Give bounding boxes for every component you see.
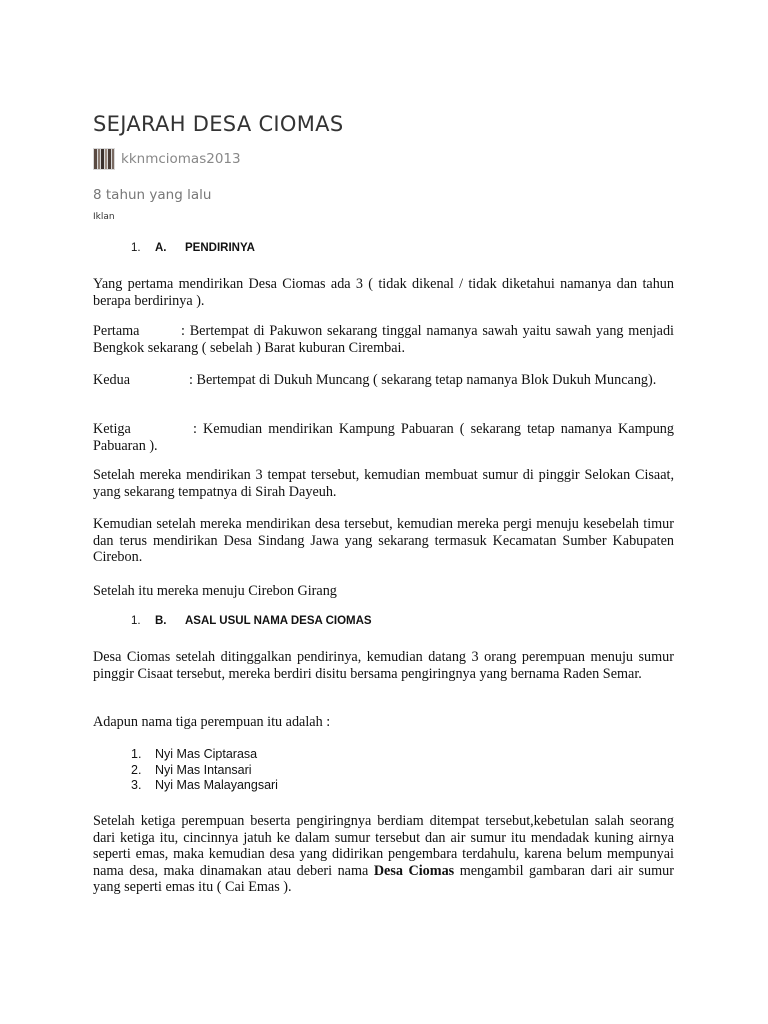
paragraph-text: mengambil gambaran dari air sumur yang seperti emas itu ( Cai Emas ). [93,862,674,895]
section-letter: B. [155,615,167,627]
avatar[interactable] [93,148,115,170]
paragraph [93,813,674,896]
list-number: 1. [131,242,141,254]
page-title: SEJARAH DESA CIOMAS [93,112,344,136]
list-item [131,778,278,794]
author-link[interactable]: kknmciomas2013 [121,151,241,167]
list-number: 2. [131,762,142,777]
paragraph-text: : Bertempat di Pakuwon sekarang tinggal namanya sawah yaitu sawah yang menjadi Bengkok sekarang ( sebelah ) Barat kuburan Cirembai. [93,323,674,356]
list-item [131,747,278,763]
list-item-text: Nyi Mas Malayangsari [155,778,278,792]
paragraph-label: Pertama [93,323,140,339]
paragraph-pertama [93,323,674,356]
ad-label: Iklan [93,212,115,222]
paragraph: Kemudian setelah mereka mendirikan desa tersebut, kemudian mereka pergi menuju kesebelah timur dan terus mendirikan Desa Sindang Jawa yang sekarang termasuk Kecamatan Sumber Kabupaten Cirebon. [93,516,674,565]
bold-text: Desa Ciomas [373,862,455,879]
list-item-text: Nyi Mas Ciptarasa [155,747,258,761]
paragraph-text: : Kemudian mendirikan Kampung Pabuaran ( sekarang tetap namanya Kampung Pabuaran ). [93,421,674,454]
paragraph-label: Kedua [93,372,131,388]
section-a-heading [131,242,255,254]
author-row[interactable] [93,147,241,171]
section-title: ASAL USUL NAMA DESA CIOMAS [185,615,372,627]
paragraph-text: : Bertempat di Dukuh Muncang ( sekarang tetap namanya Blok Dukuh Muncang). [189,372,657,388]
name-list [131,747,278,794]
section-letter: A. [155,242,167,254]
list-number: 3. [131,778,142,792]
paragraph: Yang pertama mendirikan Desa Ciomas ada 3 ( tidak dikenal / tidak diketahui namanya dan tahun berapa berdirinya ). [93,276,674,309]
paragraph-text: Setelah ketiga perempuan beserta pengiringnya berdiam ditempat tersebut,kebetulan salah seorang dari ketiga itu, cincinnya jatuh ke dalam sumur tersebut dan air sumur itu mendadak kuning airnya seperti emas, maka kemudian desa yang didirikan pengembara terdahulu, karena belum mempunyai nama desa, maka dinamakan atau deberi nama [93,813,674,879]
paragraph: Adapun nama tiga perempuan itu adalah : [93,714,331,730]
list-item-text: Nyi Mas Intansari [155,762,252,777]
post-timestamp: 8 tahun yang lalu [93,187,212,203]
paragraph: Desa Ciomas setelah ditinggalkan pendirinya, kemudian datang 3 orang perempuan menuju sumur pinggir Cisaat tersebut, mereka berdiri disitu bersama pengiringnya yang bernama Raden Semar. [93,649,674,682]
list-number: 1. [131,615,141,627]
list-item [131,763,278,779]
section-title: PENDIRINYA [185,242,255,254]
paragraph-label: Ketiga [93,421,131,437]
list-number: 1. [131,747,142,761]
paragraph: Setelah itu mereka menuju Cirebon Girang [93,583,337,599]
paragraph-ketiga [93,421,674,454]
paragraph: Setelah mereka mendirikan 3 tempat tersebut, kemudian membuat sumur di pinggir Selokan Cisaat, yang sekarang tempatnya di Sirah Dayeuh. [93,467,674,500]
paragraph-kedua [93,372,674,389]
section-b-heading [131,615,372,627]
